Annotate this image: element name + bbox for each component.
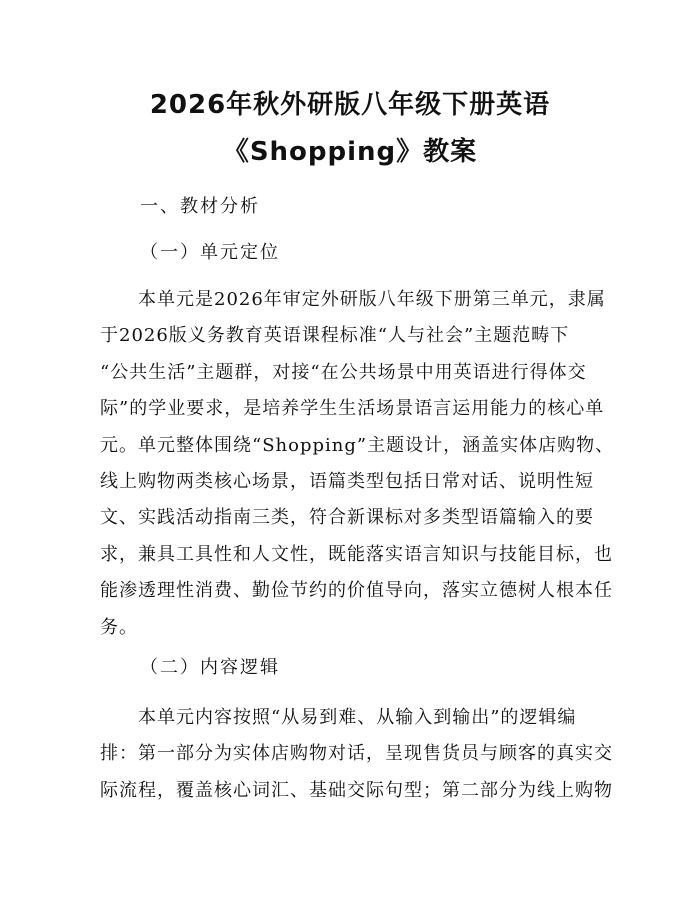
subsection-heading-unit-positioning: （一）单元定位 [140, 242, 280, 263]
paragraph-unit-positioning [100, 288, 615, 652]
paragraph-line: 元。单元整体围绕“Shopping”主题设计，涵盖实体店购物、 [100, 434, 615, 456]
paragraph-line: “公共生活”主题群，对接“在公共场景中用英语进行得体交 [100, 361, 587, 383]
document-title-line-2: 《Shopping》教案 [222, 137, 478, 167]
paragraph-line: 本单元内容按照“从易到难、从输入到输出”的逻辑编 [100, 707, 577, 728]
paragraph-line: 际流程，覆盖核心词汇、基础交际句型；第二部分为线上购物 [100, 779, 613, 801]
subsection-heading-content-logic: （二）内容逻辑 [140, 657, 280, 678]
paragraph-line: 务。 [100, 616, 138, 638]
paragraph-content-logic [100, 706, 613, 815]
paragraph-line: 际”的学业要求，是培养学生生活场景语言运用能力的核心单 [100, 398, 605, 420]
paragraph-line: 能渗透理性消费、勤俭节约的价值导向，落实立德树人根本任 [100, 580, 613, 602]
paragraph-line: 排：第一部分为实体店购物对话，呈现售货员与顾客的真实交 [100, 743, 613, 765]
paragraph-line: 文、实践活动指南三类，符合新课标对多类型语篇输入的要 [100, 507, 594, 529]
section-heading-textbook-analysis: 一、教材分析 [140, 196, 260, 217]
document-title-line-1: 2026年秋外研版八年级下册英语 [149, 90, 551, 120]
paragraph-line: 线上购物两类核心场景，语篇类型包括日常对话、说明性短 [100, 470, 594, 492]
paragraph-line: 求，兼具工具性和人文性，既能落实语言知识与技能目标，也 [100, 543, 613, 565]
paragraph-line: 本单元是2026年审定外研版八年级下册第三单元，隶属 [100, 289, 606, 310]
paragraph-line: 于2026版义务教育英语课程标准“人与社会”主题范畴下 [100, 325, 570, 347]
